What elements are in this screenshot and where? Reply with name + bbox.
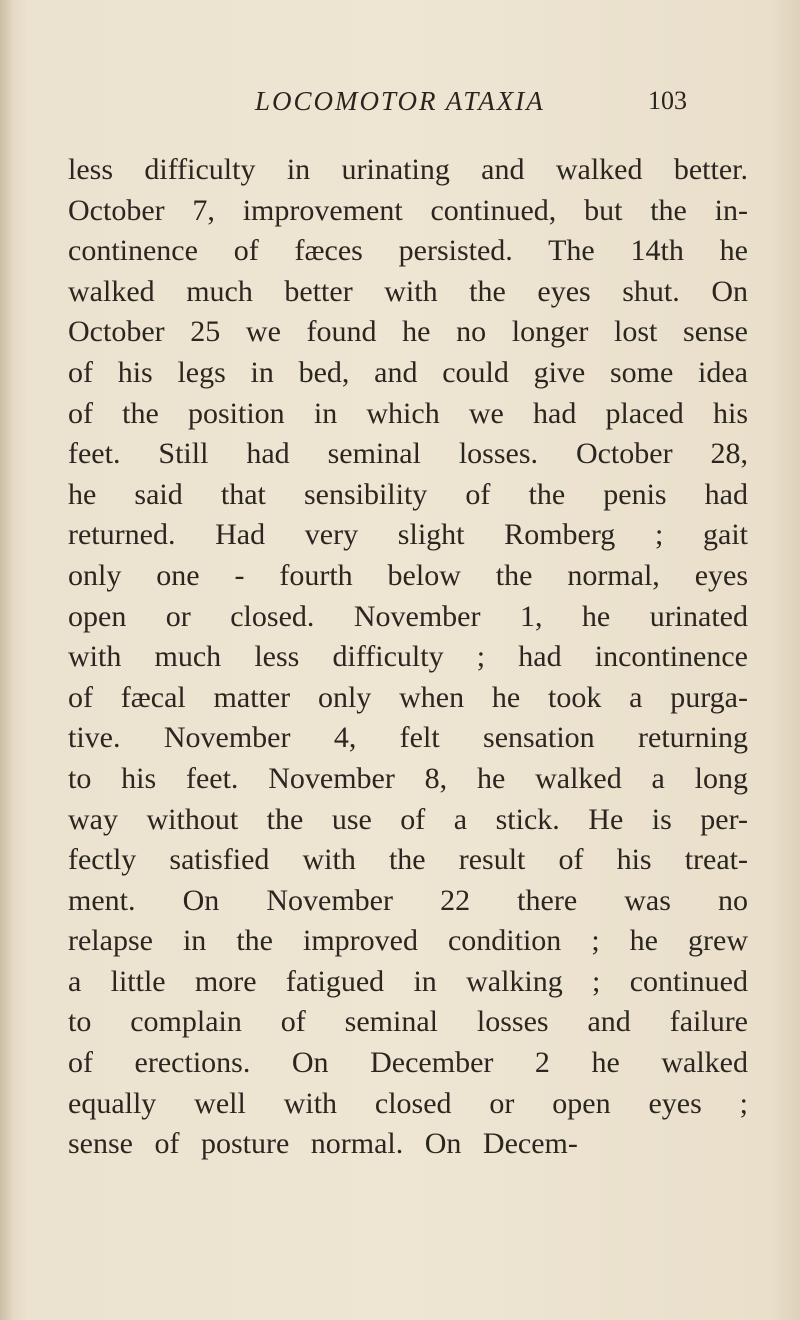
text-line: ment. On November 22 there was no: [68, 883, 748, 917]
text-line: October 25 we found he no longer lost sense: [68, 315, 748, 349]
running-head-title: LOCOMOTOR ATAXIA: [255, 86, 545, 116]
text-line: to complain of seminal losses and failure: [68, 1005, 748, 1039]
text-line: feet. Still had seminal losses. October 28,: [68, 437, 748, 471]
text-line: only one - fourth below the normal, eyes: [68, 558, 748, 592]
text-line: of his legs in bed, and could give some idea: [68, 355, 748, 389]
text-line: continence of fæces persisted. The 14th he: [68, 234, 748, 268]
text-line: walked much better with the eyes shut. On: [68, 274, 748, 308]
page-gutter-shadow: [0, 0, 14, 1320]
body-text: [68, 150, 748, 1165]
text-line: sense of posture normal. On Decem-: [68, 1127, 578, 1161]
text-line: of erections. On December 2 he walked: [68, 1046, 748, 1080]
text-line: equally well with closed or open eyes ;: [68, 1086, 748, 1120]
text-line: fectly satisfied with the result of his treat-: [68, 843, 748, 877]
text-line: of fæcal matter only when he took a purga-: [68, 680, 748, 714]
text-line: he said that sensibility of the penis had: [68, 477, 748, 511]
text-line: less difficulty in urinating and walked better.: [68, 153, 748, 186]
text-line: way without the use of a stick. He is per-: [68, 802, 748, 836]
text-line: relapse in the improved condition ; he grew: [68, 924, 748, 958]
text-line: returned. Had very slight Romberg ; gait: [68, 518, 748, 552]
running-head: [0, 86, 800, 126]
text-line: to his feet. November 8, he walked a long: [68, 761, 748, 795]
page-number: 103: [648, 86, 687, 115]
text-line: with much less difficulty ; had incontinence: [68, 640, 748, 674]
text-line: of the position in which we had placed his: [68, 396, 748, 430]
text-line: a little more fatigued in walking ; continued: [68, 964, 748, 998]
text-line: open or closed. November 1, he urinated: [68, 599, 748, 633]
text-line: October 7, improvement continued, but the in-: [68, 193, 748, 227]
text-line: tive. November 4, felt sensation returning: [68, 721, 748, 755]
